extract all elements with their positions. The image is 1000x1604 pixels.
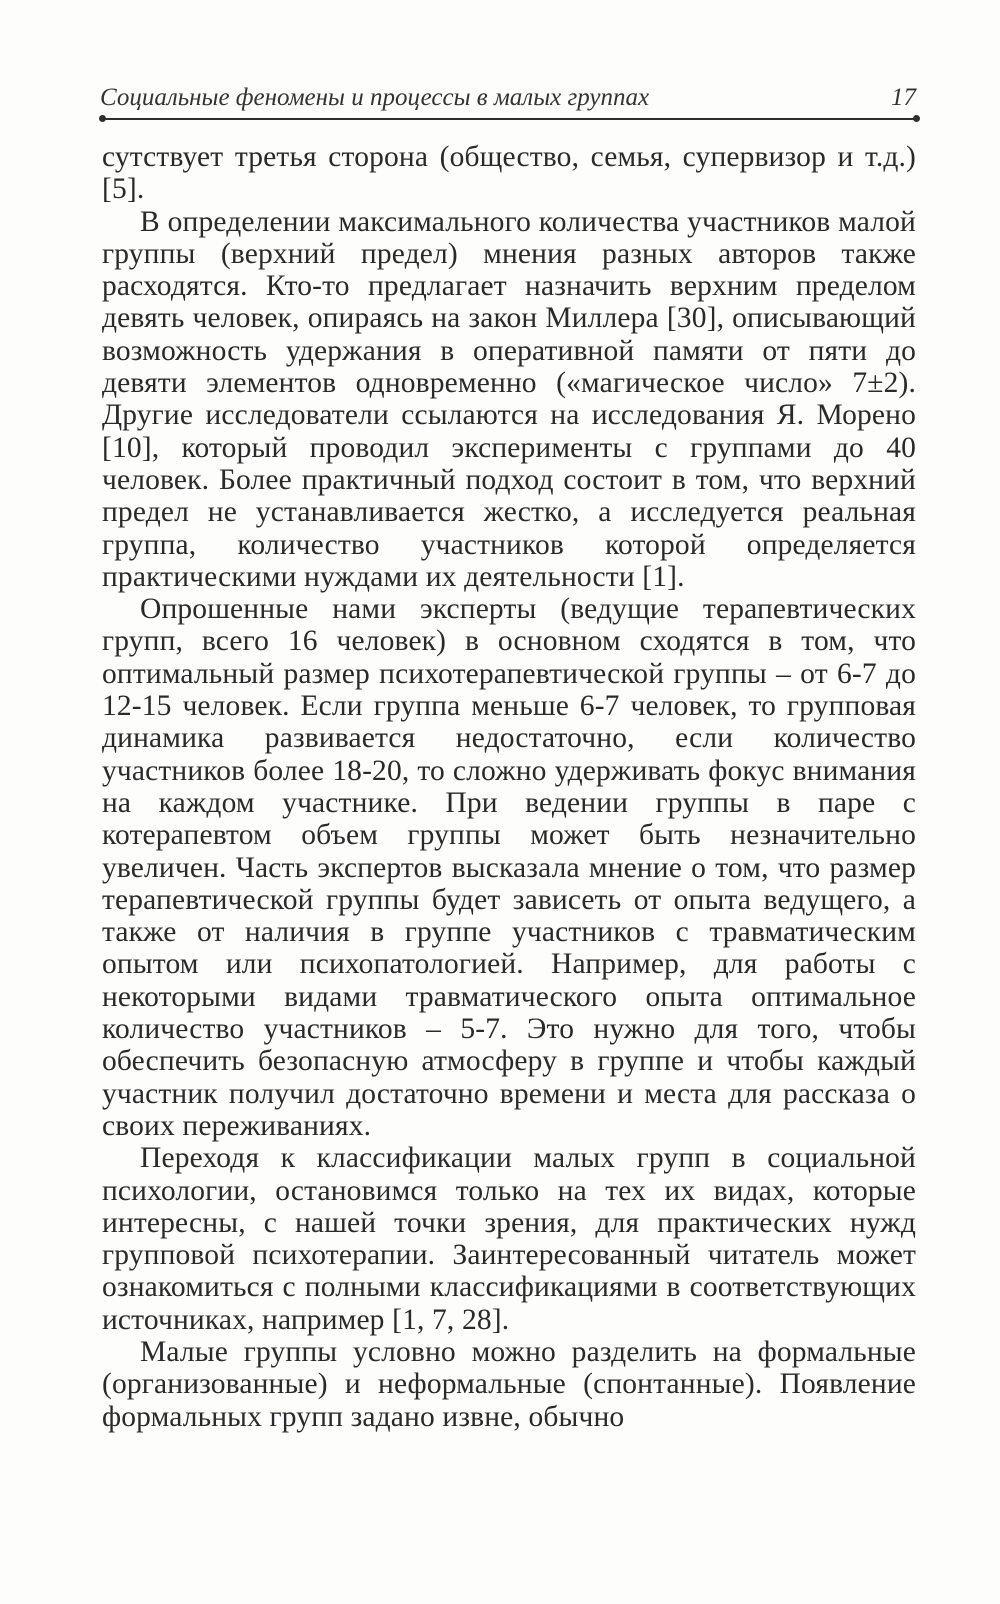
running-header bbox=[100, 78, 920, 118]
header-rule bbox=[102, 118, 916, 120]
header-rule-left-dot bbox=[99, 115, 106, 122]
running-header-title: Социальные феномены и процессы в малых группах bbox=[100, 84, 650, 111]
paragraph-experts: Опрошенные нами эксперты (ведущие терапевтических групп, всего 16 человек) в основном сходятся в том, что оптимальный размер психотерапевтической группы – от 6-7 до 12-15 человек. Если группа меньше 6-7 человек, то групповая динамика развивается недостаточно, если количество участников более 18-20, то сложно удерживать фокус внимания на каждом участнике. При ведении группы в паре с котерапевтом объем группы может быть незначительно увеличен. Часть экспертов высказала мнение о том, что размер терапевтической группы будет зависеть от опыта ведущего, а также от наличия в группе участников с травматическим опытом или психопатологией. Например, для работы с некоторыми видами травматического опыта оптимальное количество участников – 5-7. Это нужно для того, чтобы обеспечить безопасную атмосферу в группе и чтобы каждый участник получил достаточно времени и места для рассказа о своих переживаниях. bbox=[102, 593, 916, 1142]
paragraph-upper-limit: В определении максимального количества участников малой группы (верхний предел) мнения разных авторов также расходятся. Кто-то предлагает назначить верхним пределом девять человек, опираясь на закон Миллера [30], описывающий возможность удержания в оперативной памяти от пяти до девяти элементов одновременно («магическое число» 7±2). Другие исследователи ссылаются на исследования Я. Морено [10], который проводил эксперименты с группами до 40 человек. Более практичный подход состоит в том, что верхний предел не устанавливается жестко, а исследуется реальная группа, количество участников которой определяется практическими нуждами их деятельности [1]. bbox=[102, 205, 916, 593]
page-body bbox=[102, 141, 916, 1433]
paragraph-classification: Переходя к классификации малых групп в социальной психологии, остановимся только на тех их видах, которые интересны, с нашей точки зрения, для практических нужд групповой психотерапии. Заинтересованный читатель может ознакомиться с полными классификациями в соответствующих источниках, например [1, 7, 28]. bbox=[102, 1142, 916, 1336]
header-rule-right-dot bbox=[913, 115, 920, 122]
paragraph-formal-groups: Малые группы условно можно разделить на формальные (организованные) и неформальные (спонтанные). Появление формальных групп задано извне, обычно bbox=[102, 1335, 916, 1433]
page-number: 17 bbox=[891, 84, 916, 111]
paragraph-continuation: сутствует третья сторона (общество, семья, супервизор и т.д.) [5]. bbox=[102, 141, 916, 206]
